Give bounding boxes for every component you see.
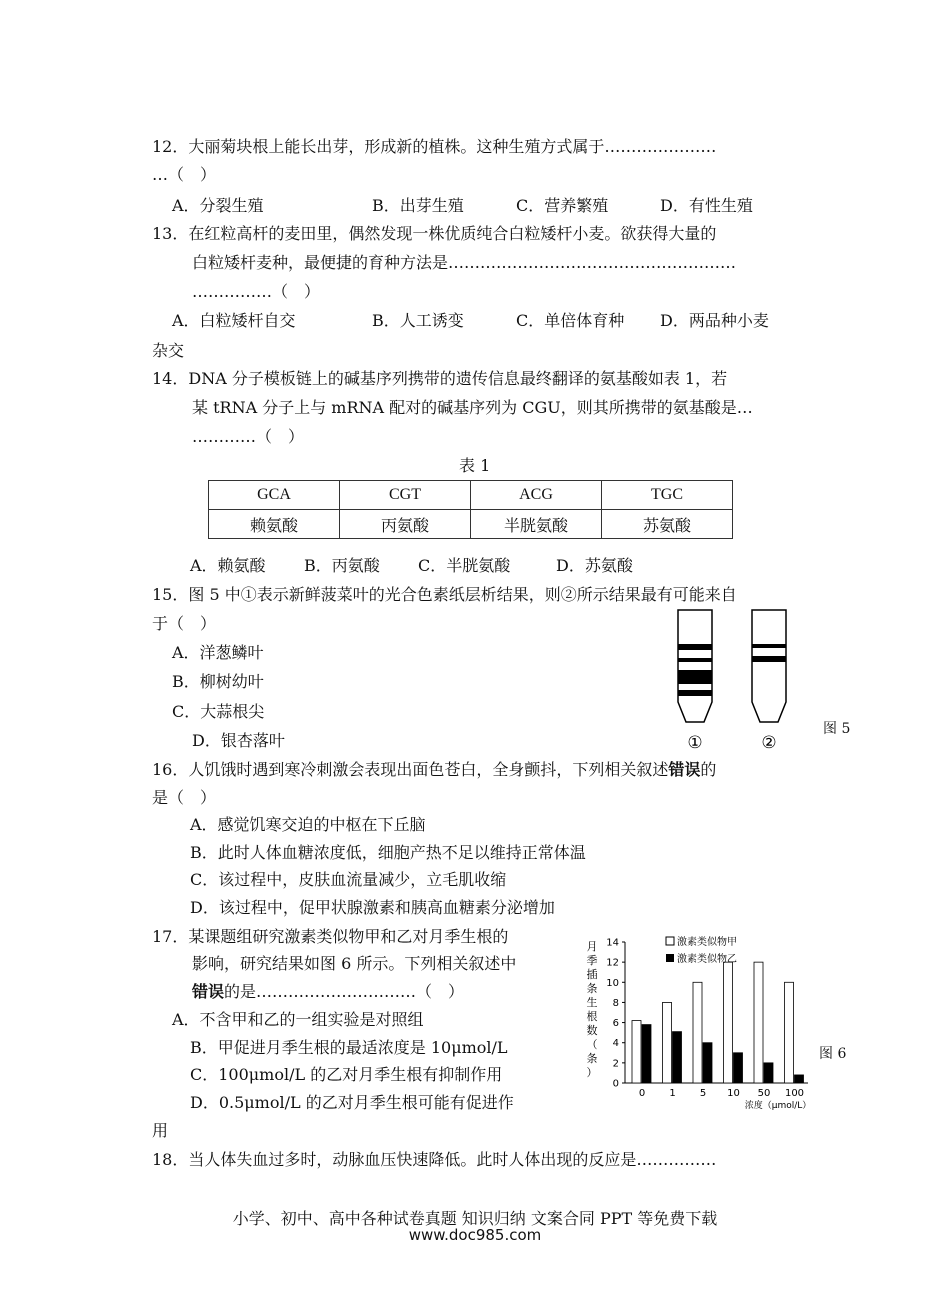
y-axis-title-char: 条 [586,982,598,995]
q12-stem-line2: …（ ） [152,165,217,184]
codon-table [208,480,733,539]
bar-series-a [693,982,702,1083]
table-cell: 赖氨酸 [209,510,340,539]
x-tick-label: 100 [784,1088,805,1099]
q16-stem-line2: 是（ ） [152,788,217,807]
rooting-bar-chart [578,928,812,1112]
bar-series-b [734,1053,743,1083]
table-cell: 半胱氨酸 [471,510,602,539]
q17-stem-line1: 17．某课题组研究激素类似物甲和乙对月季生根的 [152,927,509,946]
q12-option-c: C．营养繁殖 [516,196,609,215]
bar-series-a [754,962,763,1083]
chromatography-strip-1 [678,610,712,722]
q16-option-b: B．此时人体血糖浓度低，细胞产热不足以维持正常体温 [190,843,586,862]
table-cell: 丙氨酸 [340,510,471,539]
q17-stem-line2: 影响，研究结果如图 6 所示。下列相关叙述中 [192,954,517,973]
y-axis-title [587,940,598,1079]
bar-series-a [663,1002,672,1083]
bar-series-b [703,1043,712,1083]
table-cell: GCA [209,481,340,510]
legend-swatch-series-a [666,937,674,945]
q14-option-a: A．赖氨酸 [190,556,266,575]
y-tick-label: 12 [606,957,619,969]
y-axis-title-char: 季 [586,954,598,967]
y-tick-label: 10 [606,977,619,989]
chromatography-strip-2 [752,610,786,722]
y-axis-title-char: 条 [586,1052,598,1065]
table-cell: CGT [340,481,471,510]
q15-option-c: C．大蒜根尖 [172,702,265,721]
q13-stem-line3: ……………（ ） [192,282,321,301]
q12-option-d: D．有性生殖 [660,196,753,215]
q15-stem-line1: 15．图 5 中①表示新鲜菠菜叶的光合色素纸层析结果，则②所示结果最有可能来自 [152,585,737,604]
footer-line2: www.doc985.com [408,1226,542,1244]
q13-option-a: A．白粒矮杆自交 [172,311,296,330]
bar-series-a [632,1021,641,1083]
q13-option-d-cont: 杂交 [152,341,185,360]
bar-series-b [642,1025,651,1083]
q17-option-a: A．不含甲和乙的一组实验是对照组 [172,1010,424,1029]
q15-option-a: A．洋葱鳞叶 [172,643,264,662]
q16-stem-line1 [152,760,716,780]
y-tick-label: 0 [612,1078,619,1090]
y-tick-label: 4 [612,1038,619,1050]
figure-6-label: 图 6 [819,1046,847,1062]
table-cell: ACG [471,481,602,510]
q14-option-b: B．丙氨酸 [304,556,380,575]
q12-option-a: A．分裂生殖 [172,196,264,215]
q17-stem-bold: 错误 [192,982,225,1001]
y-axis-title-char: 月 [586,940,598,953]
x-tick-label: 0 [638,1088,646,1099]
q17-option-c: C．100μmol/L 的乙对月季生根有抑制作用 [190,1065,503,1084]
q14-option-d: D．苏氨酸 [556,556,633,575]
q17-option-d: D．0.5μmol/L 的乙对月季生根可能有促进作 [190,1093,514,1112]
q14-option-c: C．半胱氨酸 [418,556,511,575]
q17-option-b: B．甲促进月季生根的最适浓度是 10μmol/L [190,1038,508,1057]
q16-stem-bold: 错误 [668,760,701,779]
q13-option-d: D．两品种小麦 [660,311,769,330]
q15-stem-line2: 于（ ） [152,614,217,633]
q14-stem-line2: 某 tRNA 分子上与 mRNA 配对的碱基序列为 CGU，则其所携带的氨基酸是… [192,398,753,417]
q14-stem-line1: 14．DNA 分子模板链上的碱基序列携带的遗传信息最终翻译的氨基酸如表 1，若 [152,369,728,388]
q15-option-d: D．银杏落叶 [192,731,285,750]
q13-stem-line1: 13．在红粒高杆的麦田里，偶然发现一株优质纯合白粒矮杆小麦。欲获得大量的 [152,224,717,243]
q13-option-c: C．单倍体育种 [516,311,625,330]
q16-option-a: A．感觉饥寒交迫的中枢在下丘脑 [190,815,426,834]
table-row [209,481,733,510]
y-axis-title-char: 根 [586,1010,598,1023]
q13-option-b: B．人工诱变 [372,311,464,330]
q15-option-b: B．柳树幼叶 [172,672,264,691]
y-axis-title-char: ） [586,1066,598,1079]
legend-label-series-b: 激素类似物乙 [677,954,737,965]
q16-stem-pre: 16．人饥饿时遇到寒冷刺激会表现出面色苍白，全身颤抖，下列相关叙述 [152,760,669,779]
y-tick-label: 2 [612,1058,619,1070]
y-axis-title-char: 生 [586,996,598,1009]
bar-series-a [724,962,733,1083]
x-axis-label: 浓度（μmol/L） [744,1101,812,1111]
table-cell: 苏氨酸 [602,510,733,539]
footer-line1: 小学、初中、高中各种试卷真题 知识归纳 文案合同 PPT 等免费下载 [232,1209,718,1228]
q12-option-b: B．出芽生殖 [372,196,464,215]
x-tick-label: 50 [757,1088,771,1099]
table1-title: 表 1 [459,456,491,475]
table-row [209,510,733,539]
strip-2-label: ② [761,733,777,753]
x-tick-label: 10 [727,1088,740,1099]
q14-stem-line3: …………（ ） [192,427,305,446]
q16-option-d: D．该过程中，促甲状腺激素和胰高血糖素分泌增加 [190,898,555,917]
bar-series-b [764,1063,773,1083]
chromatography-figure [668,606,851,756]
y-tick-label: 14 [606,937,619,949]
q16-stem-post: 的 [700,760,717,779]
x-tick-label: 1 [669,1088,676,1099]
bar-series-b [673,1032,682,1083]
q17-stem-post: 的是…………………………（ ） [224,982,465,1001]
y-axis-title-char: 插 [586,968,598,981]
strip-1-label: ① [687,733,703,753]
q17-stem-line3 [192,982,464,1002]
legend-label-series-a: 激素类似物甲 [677,937,737,948]
y-axis-title-char: （ [586,1038,598,1051]
bar-series-a [785,982,794,1083]
q17-option-d-cont: 用 [152,1121,169,1140]
figure-5-label: 图 5 [823,721,851,737]
q18-stem-line1: 18．当人体失血过多时，动脉血压快速降低。此时人体出现的反应是…………… [152,1150,717,1169]
table-cell: TGC [602,481,733,510]
q13-stem-line2: 白粒矮杆麦种，最便捷的育种方法是……………………………………………… [192,253,737,272]
q16-option-c: C．该过程中，皮肤血流量减少，立毛肌收缩 [190,870,507,889]
y-tick-label: 6 [612,1018,619,1030]
legend-swatch-series-b [666,954,674,962]
x-tick-label: 5 [699,1088,707,1099]
q12-stem-line1: 12．大丽菊块根上能长出芽，形成新的植株。这种生殖方式属于………………… [152,137,717,156]
y-axis-title-char: 数 [586,1024,598,1037]
y-tick-label: 8 [612,997,619,1009]
bar-series-b [795,1075,804,1083]
